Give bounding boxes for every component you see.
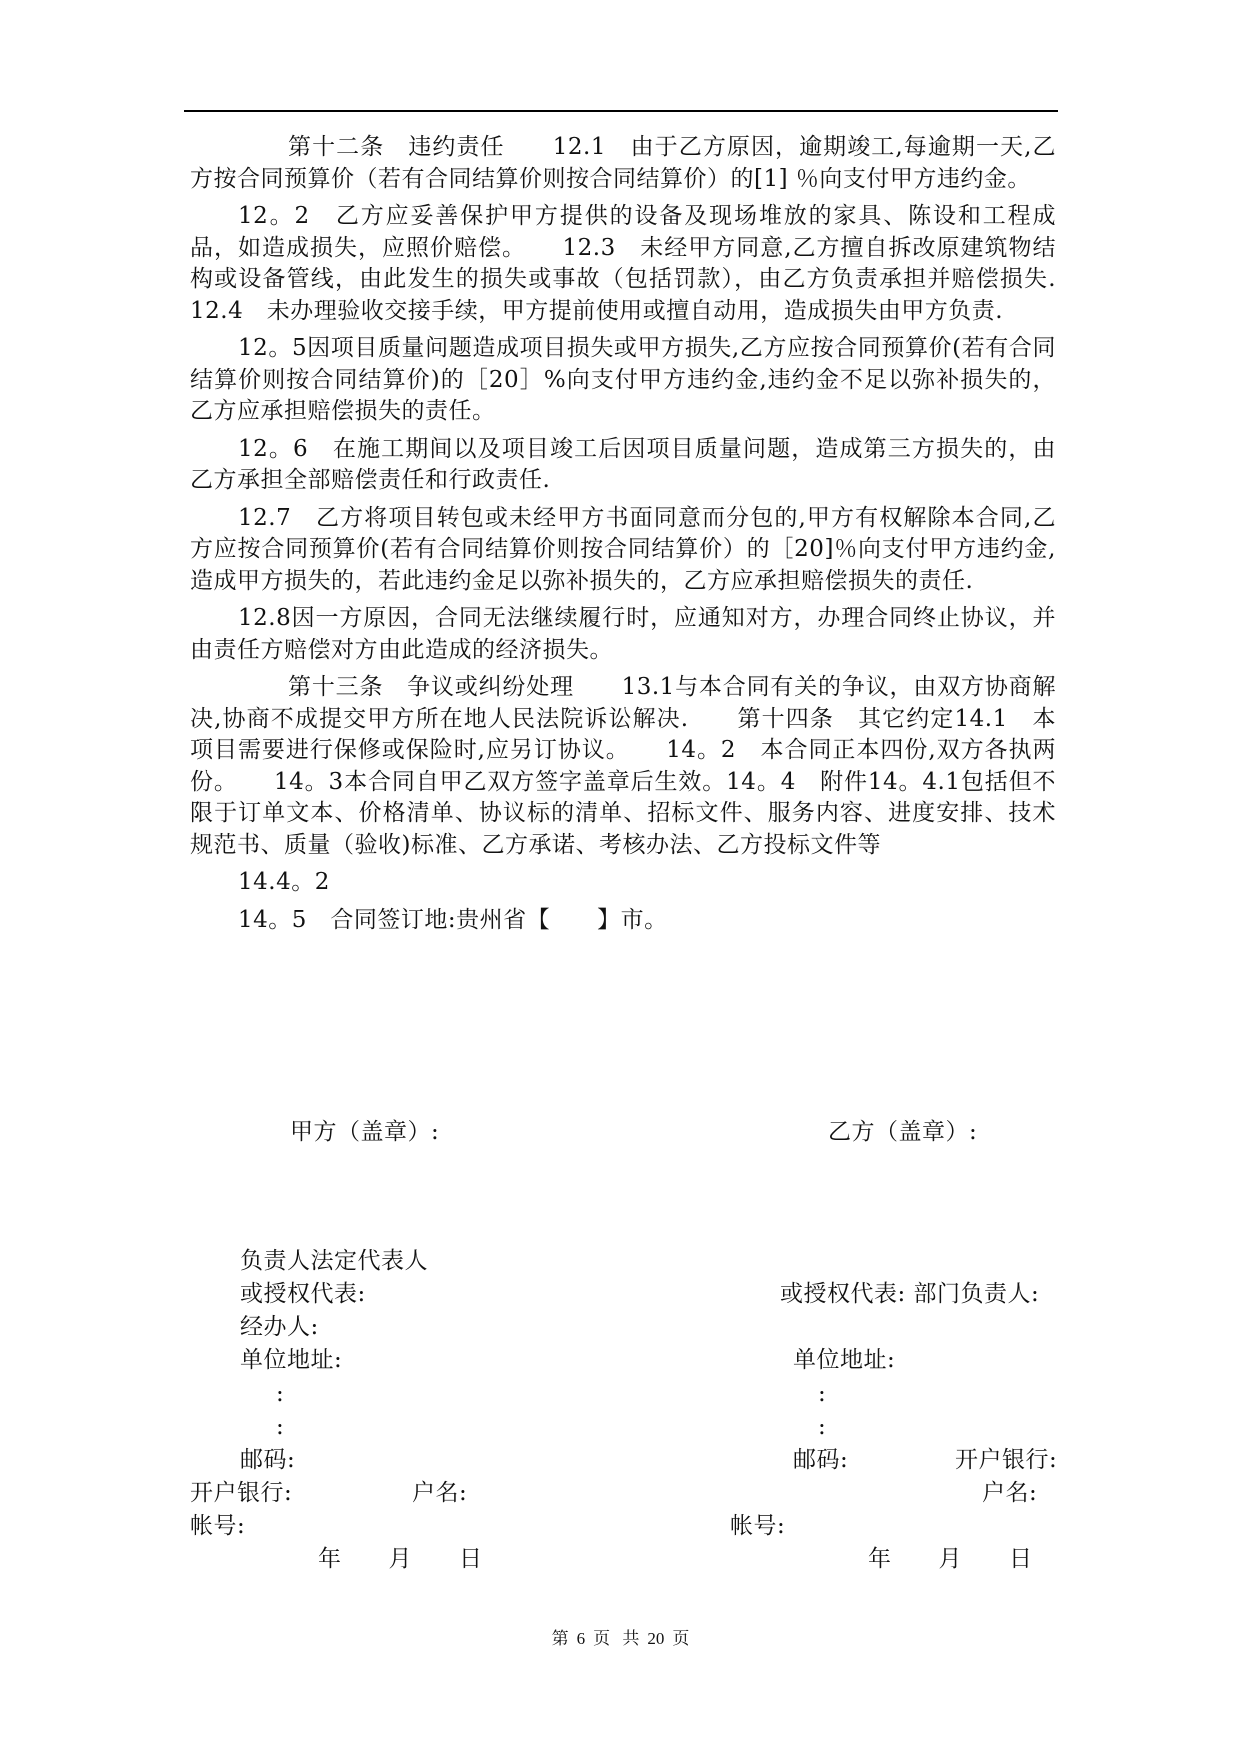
party-b-account-no-label: 帐号: bbox=[730, 1513, 786, 1539]
party-b-colon-1: : bbox=[818, 1381, 826, 1407]
page-number: 6 bbox=[576, 1629, 586, 1648]
party-a-colon-2: : bbox=[276, 1414, 284, 1440]
header-rule bbox=[184, 110, 1058, 112]
page-prefix: 第 bbox=[551, 1629, 569, 1648]
total-pages: 20 bbox=[647, 1629, 665, 1648]
party-b-seal-label: 乙方（盖章）: bbox=[828, 1119, 978, 1145]
party-a-address-label: 单位地址: bbox=[240, 1347, 343, 1373]
party-a-account-name-label: 户名: bbox=[412, 1480, 468, 1506]
clause-12-6-paragraph: 12。6 在施工期间以及项目竣工后因项目质量问题，造成第三方损失的，由乙方承担全部赔偿责任和行政责任. bbox=[190, 435, 1056, 493]
party-a-colon-1: : bbox=[276, 1381, 284, 1407]
party-b-auth-rep-label: 或授权代表: 部门负责人: bbox=[780, 1281, 1040, 1307]
clause-12-8-paragraph: 12.8因一方原因，合同无法继续履行时，应通知对方，办理合同终止协议，并由责任方赔偿对方由此造成的经济损失。 bbox=[190, 605, 1056, 663]
party-a-bank-label: 开户银行: bbox=[190, 1480, 293, 1506]
party-b-date-label: 年 月 日 bbox=[868, 1546, 1033, 1572]
page-footer bbox=[0, 1624, 1241, 1649]
party-a-auth-rep-label: 或授权代表: bbox=[240, 1281, 366, 1307]
clause-12-5-paragraph: 12。5因项目质量问题造成项目损失或甲方损失,乙方应按合同预算价(若有合同结算价则按合同结算价)的［20］%向支付甲方违约金,违约金不足以弥补损失的，乙方应承担赔偿损失的责任。 bbox=[190, 335, 1056, 424]
clause-14-4-2-paragraph: 14.4。2 bbox=[238, 869, 330, 895]
contract-body bbox=[190, 132, 1103, 942]
party-b-colon-2: : bbox=[818, 1414, 826, 1440]
party-b-bank-label: 开户银行: bbox=[955, 1447, 1058, 1473]
article-13-14-paragraph: 第十三条 争议或纠纷处理 13.1与本合同有关的争议，由双方协商解决,协商不成提交甲方所在地人民法院诉讼解决. 第十四条 其它约定14.1 本项目需要进行保修或保险时,应另订协议。 14。2 本合同正本四份,双方各执两份。 14。3本合同自甲乙双方签字盖章后生效。14。4 附件14。4.1包括但不限于订单文本、价格清单、协议标的清单、招标文件、服务内容、进度安排、技术规范书、质量（验收)标准、乙方承诺、考核办法、乙方投标文件等 bbox=[190, 674, 1056, 858]
party-a-seal-label: 甲方（盖章）: bbox=[290, 1119, 440, 1145]
legal-rep-label: 负责人法定代表人 bbox=[240, 1248, 428, 1274]
party-b-postcode-label: 邮码: bbox=[793, 1447, 849, 1473]
party-a-date-label: 年 月 日 bbox=[318, 1546, 483, 1572]
party-a-postcode-label: 邮码: bbox=[240, 1447, 296, 1473]
article-12-paragraph: 第十二条 违约责任 12.1 由于乙方原因，逾期竣工,每逾期一天,乙方按合同预算价（若有合同结算价则按合同结算价）的[1] ％向支付甲方违约金。 bbox=[190, 134, 1056, 192]
page-word: 页 bbox=[593, 1629, 611, 1648]
handler-label: 经办人: bbox=[240, 1314, 319, 1340]
total-prefix: 共 bbox=[622, 1629, 640, 1648]
party-b-address-label: 单位地址: bbox=[793, 1347, 896, 1373]
clause-14-5-paragraph: 14。5 合同签订地:贵州省【 】市。 bbox=[238, 906, 668, 933]
party-b-account-name-label: 户名: bbox=[982, 1480, 1038, 1506]
clause-12-7-paragraph: 12.7 乙方将项目转包或未经甲方书面同意而分包的,甲方有权解除本合同,乙方应按合同预算价(若有合同结算价则按合同结算价）的［20]％向支付甲方违约金,造成甲方损失的，若此违约金足以弥补损失的，乙方应承担赔偿损失的责任. bbox=[190, 504, 1056, 594]
clause-12-2-paragraph: 12。2 乙方应妥善保护甲方提供的设备及现场堆放的家具、陈设和工程成品，如造成损失，应照价赔偿。 12.3 未经甲方同意,乙方擅自拆改原建筑物结构或设备管线，由此发生的损失或事故（包括罚款），由乙方负责承担并赔偿损失. 12.4 未办理验收交接手续，甲方提前使用或擅自动用，造成损失由甲方负责. bbox=[190, 203, 1103, 324]
total-word: 页 bbox=[672, 1629, 690, 1648]
party-a-account-no-label: 帐号: bbox=[190, 1513, 246, 1539]
